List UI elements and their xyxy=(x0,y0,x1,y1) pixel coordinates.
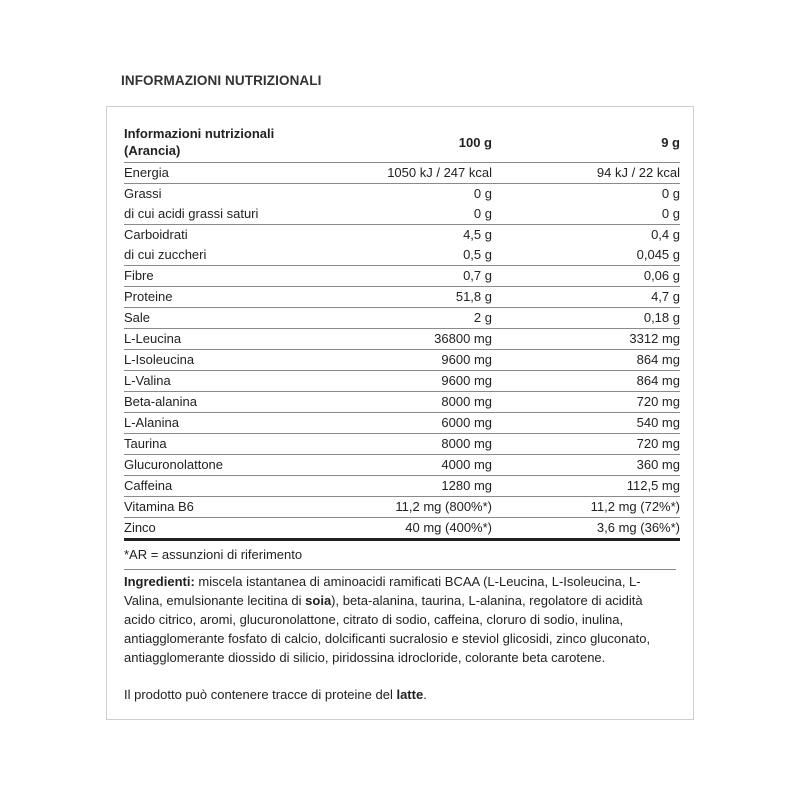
table-row xyxy=(124,163,680,184)
value-per-100g: 6000 mg xyxy=(441,415,492,430)
nutrient-label: Vitamina B6 xyxy=(124,499,194,514)
value-per-100g: 40 mg (400%*) xyxy=(405,520,492,535)
table-line xyxy=(124,350,680,370)
nutrient-label: Carboidrati xyxy=(124,227,188,242)
nutrient-label: L-Leucina xyxy=(124,331,182,346)
table-row xyxy=(124,308,680,329)
nutrition-panel xyxy=(106,106,694,720)
value-per-100g: 4,5 g xyxy=(463,227,492,242)
table-line xyxy=(124,434,680,454)
table-body xyxy=(124,163,680,541)
value-per-9g: 864 mg xyxy=(636,352,680,367)
table-row xyxy=(124,184,680,225)
table-row xyxy=(124,371,680,392)
footnote: *AR = assunzioni di riferimento xyxy=(124,547,303,562)
table-row xyxy=(124,266,680,287)
table-line xyxy=(124,266,680,286)
table-line xyxy=(124,287,680,307)
header-label-line1: Informazioni nutrizionali xyxy=(124,126,275,141)
nutrient-label: Proteine xyxy=(124,289,173,304)
ingredients-label: Ingredienti: xyxy=(124,574,195,589)
ingredients-text xyxy=(124,569,676,667)
nutrient-label: L-Isoleucina xyxy=(124,352,195,367)
value-per-9g: 720 mg xyxy=(636,436,680,451)
nutrient-label: Taurina xyxy=(124,436,167,451)
nutrient-label: L-Alanina xyxy=(124,415,179,430)
table-row xyxy=(124,225,680,266)
table-line xyxy=(124,413,680,433)
value-per-9g: 4,7 g xyxy=(651,289,680,304)
value-per-9g: 0 g xyxy=(661,186,680,201)
value-per-9g: 0,06 g xyxy=(643,268,680,283)
table-row xyxy=(124,497,680,518)
nutrient-label: Sale xyxy=(124,310,151,325)
value-per-9g: 11,2 mg (72%*) xyxy=(590,499,680,514)
value-per-100g: 1280 mg xyxy=(441,478,492,493)
value-per-9g: 94 kJ / 22 kcal xyxy=(596,165,680,180)
table-row xyxy=(124,287,680,308)
nutrient-label: Grassi xyxy=(124,186,162,201)
table-row xyxy=(124,392,680,413)
nutrient-label: Energia xyxy=(124,165,169,180)
value-per-100g: 51,8 g xyxy=(455,289,492,304)
value-per-9g: 3312 mg xyxy=(629,331,680,346)
nutrient-label: di cui zuccheri xyxy=(124,247,207,262)
nutrient-label: Beta-alanina xyxy=(124,394,197,409)
table-line xyxy=(124,163,680,183)
table-line xyxy=(124,392,680,412)
header-label xyxy=(124,125,342,159)
nutrient-label: L-Valina xyxy=(124,373,171,388)
header-col-100g: 100 g xyxy=(458,134,492,150)
value-per-100g: 36800 mg xyxy=(434,331,492,346)
nutrition-table xyxy=(124,122,680,541)
table-line xyxy=(124,476,680,496)
table-line xyxy=(124,371,680,391)
trace-note xyxy=(124,687,427,702)
value-per-100g: 9600 mg xyxy=(441,373,492,388)
value-per-9g: 864 mg xyxy=(636,373,680,388)
table-line xyxy=(124,518,680,538)
value-per-9g: 540 mg xyxy=(636,415,680,430)
ingredients-allergen: soia xyxy=(305,593,332,608)
value-per-9g: 720 mg xyxy=(636,394,680,409)
value-per-100g: 11,2 mg (800%*) xyxy=(395,499,492,514)
ingredients-part1: miscela istantanea di aminoacidi ramificati BCAA (L-Leucina, L-Isoleucina, L-Valina, emulsionante lecitina di xyxy=(124,574,641,608)
value-per-9g: 112,5 mg xyxy=(626,478,680,493)
table-line xyxy=(124,329,680,349)
nutrient-label: Zinco xyxy=(124,520,156,535)
table-line xyxy=(124,455,680,475)
ingredients-part2: ), beta-alanina, taurina, L-alanina, regolatore di acidità acido citrico, aromi, glucuronolattone, citrato di sodio, caffeina, cloruro di sodio, inulina, antiagglomerante fosfato di calcio, dolcificanti sucralosio e steviol glicosidi, zinco gluconato, antiagglomerante diossido di silicio, piridossina idrocloride, colorante beta carotene. xyxy=(124,593,651,665)
value-per-9g: 0,045 g xyxy=(636,247,680,262)
value-per-100g: 2 g xyxy=(473,310,492,325)
table-row xyxy=(124,350,680,371)
table-row xyxy=(124,476,680,497)
value-per-100g: 1050 kJ / 247 kcal xyxy=(387,165,492,180)
table-row xyxy=(124,413,680,434)
value-per-100g: 0,5 g xyxy=(463,247,492,262)
table-line xyxy=(124,225,680,245)
table-row xyxy=(124,455,680,476)
trace-allergen: latte xyxy=(396,687,424,702)
page-title: INFORMAZIONI NUTRIZIONALI xyxy=(121,73,322,88)
table-row xyxy=(124,518,680,541)
value-per-9g: 3,6 mg (36%*) xyxy=(596,520,680,535)
header-col-9g: 9 g xyxy=(661,134,680,150)
value-per-100g: 0 g xyxy=(473,186,492,201)
value-per-100g: 9600 mg xyxy=(441,352,492,367)
nutrient-label: Caffeina xyxy=(124,478,173,493)
table-line xyxy=(124,204,680,224)
value-per-100g: 0 g xyxy=(473,206,492,221)
value-per-100g: 8000 mg xyxy=(441,394,492,409)
value-per-9g: 0 g xyxy=(661,206,680,221)
nutrient-label: Fibre xyxy=(124,268,154,283)
value-per-9g: 0,4 g xyxy=(651,227,680,242)
nutrient-label: di cui acidi grassi saturi xyxy=(124,206,259,221)
trace-text: Il prodotto può contenere tracce di proteine del xyxy=(124,687,397,702)
table-line xyxy=(124,497,680,517)
value-per-100g: 4000 mg xyxy=(441,457,492,472)
table-header xyxy=(124,122,680,163)
table-row xyxy=(124,434,680,455)
value-per-9g: 0,18 g xyxy=(643,310,680,325)
nutrient-label: Glucuronolattone xyxy=(124,457,224,472)
header-label-line2: (Arancia) xyxy=(124,143,181,158)
value-per-9g: 360 mg xyxy=(636,457,680,472)
trace-end: . xyxy=(423,687,427,702)
table-line xyxy=(124,245,680,265)
table-row xyxy=(124,329,680,350)
table-line xyxy=(124,184,680,204)
value-per-100g: 8000 mg xyxy=(441,436,492,451)
table-line xyxy=(124,308,680,328)
value-per-100g: 0,7 g xyxy=(463,268,492,283)
